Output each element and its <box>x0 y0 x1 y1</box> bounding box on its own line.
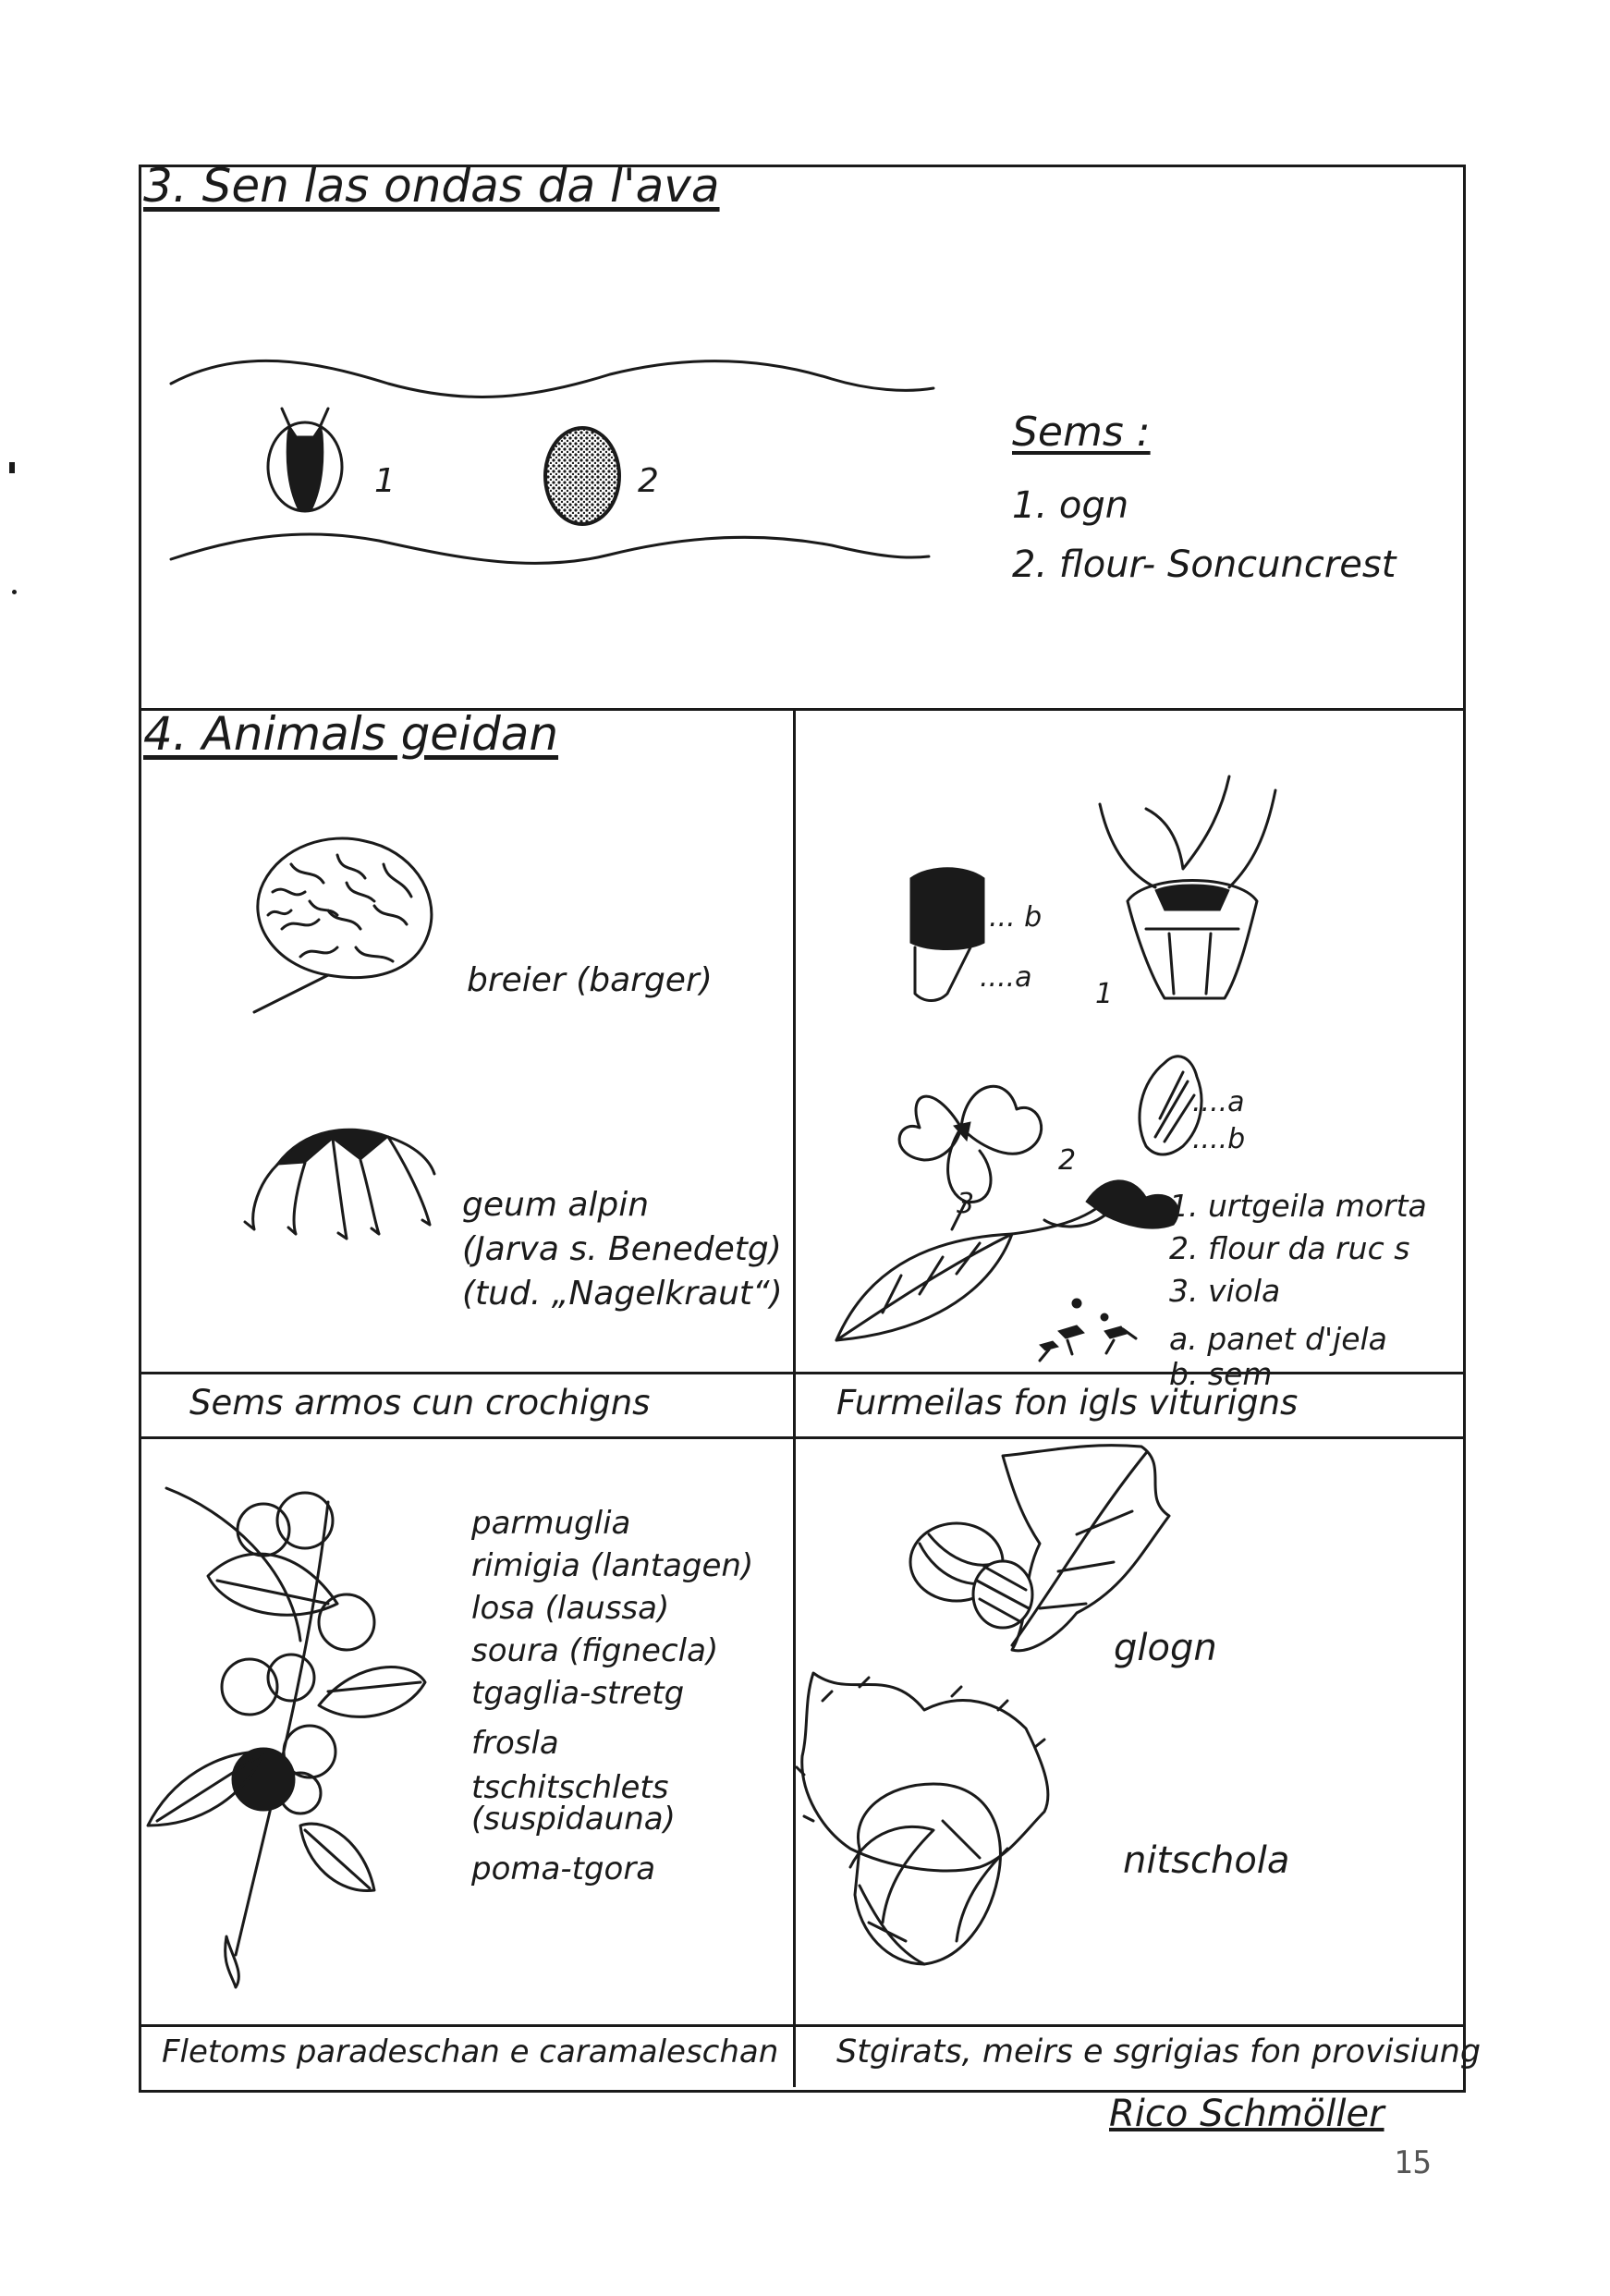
list-item: tgaglia-stretg <box>471 1675 685 1712</box>
legend-item: 3. viola <box>1169 1273 1281 1309</box>
hazelnut-drawing <box>795 1645 1072 1987</box>
duckweed-seed-icon <box>254 397 356 518</box>
marker-b-top: ... b <box>989 901 1043 934</box>
dead-nettle-calyx-drawing <box>1091 772 1294 1012</box>
caption-ant-dispersal: Furmeilas fon igls viturigns <box>836 1383 1299 1423</box>
marker-b-mid: ....b <box>1192 1123 1246 1155</box>
section-3-legend <box>1012 409 1396 594</box>
geum-hooked-seed-drawing <box>240 1118 453 1248</box>
caption-birds: Fletoms paradeschan e caramaleschan <box>162 2033 779 2070</box>
berry-branch-drawing <box>143 1474 430 1992</box>
legend-item: b. sem <box>1169 1356 1273 1392</box>
signature: Rico Schmöller <box>1109 2093 1384 2135</box>
nut-label-nitschola: nitschola <box>1123 1839 1290 1882</box>
caption-line-bottom <box>139 2024 1463 2027</box>
legend-heading: Sems : <box>1012 409 1151 456</box>
marker-2: 2 <box>1058 1144 1077 1177</box>
marker-a-mid: ....a <box>1192 1086 1245 1118</box>
legend-item: 1. ogn <box>1012 484 1129 527</box>
page-number: 15 <box>1394 2144 1432 2181</box>
legend-item: 1. urtgeila morta <box>1169 1188 1427 1224</box>
margin-mark <box>12 590 17 594</box>
caption-hooked-seeds: Sems armos cun crochigns <box>189 1383 651 1423</box>
list-item: tschitschlets <box>471 1769 669 1806</box>
ant-plants-legend <box>1169 1185 1427 1392</box>
list-item: (suspidauna) <box>471 1801 676 1838</box>
legend-item: 2. flour- Soncuncrest <box>1012 543 1397 586</box>
legend-item: a. panet d'jela <box>1169 1321 1387 1357</box>
plant-label-geum: geum alpin <box>462 1186 650 1224</box>
water-crowfoot-seed-icon <box>541 425 624 527</box>
seed-marker-1: 1 <box>374 462 396 500</box>
list-item: soura (fignecla) <box>471 1632 719 1669</box>
legend-item: 2. flour da ruc s <box>1169 1230 1410 1266</box>
marker-a-top: ....a <box>980 961 1032 994</box>
marker-3: 3 <box>957 1188 975 1220</box>
seed-marker-2: 2 <box>638 462 659 500</box>
list-item: rimigia (lantagen) <box>471 1547 754 1584</box>
plant-label-jarva: (Jarva s. Benedetg) <box>462 1230 782 1268</box>
margin-mark <box>9 462 15 473</box>
leaf-and-ants-drawing <box>827 1165 1197 1377</box>
section-3-title: 3. Sen las ondas da l'ava <box>143 159 720 213</box>
plant-label-breier: breier (barger) <box>467 961 713 999</box>
marker-1: 1 <box>1095 978 1114 1010</box>
caption-hoarding: Stgirats, meirs e sgrigias fon provisiung <box>836 2033 1482 2070</box>
list-item: losa (laussa) <box>471 1590 670 1627</box>
caption-line-top-2 <box>139 1436 1463 1439</box>
fruit-plant-list <box>471 1502 753 1890</box>
plant-label-nagelkraut: (tud. „Nagelkraut“) <box>462 1275 783 1313</box>
list-item: poma-tgora <box>471 1850 656 1887</box>
list-item: parmuglia <box>471 1505 631 1542</box>
list-item: frosla <box>471 1725 559 1762</box>
nut-label-glogn: glogn <box>1114 1627 1217 1669</box>
agrimony-burr-drawing <box>236 827 448 1031</box>
section-4-title: 4. Animals geidan <box>143 707 559 761</box>
geum-labels <box>462 1183 783 1316</box>
